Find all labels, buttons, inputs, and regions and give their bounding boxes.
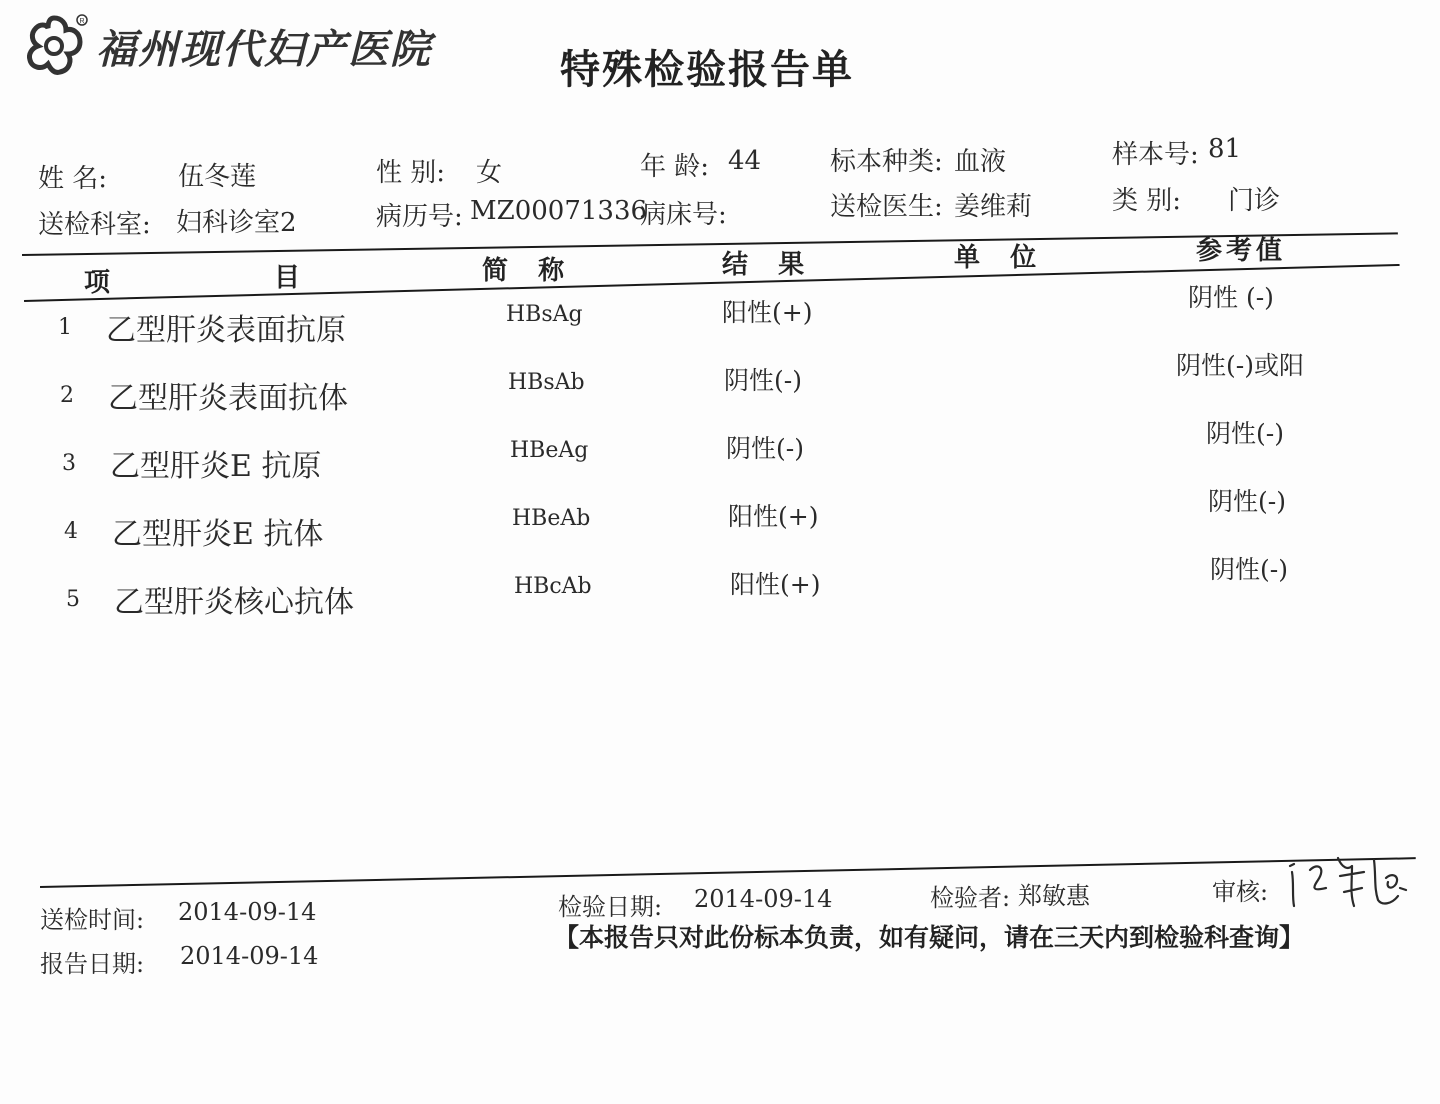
hospital-logo	[20, 12, 432, 80]
patient-gender: 女	[476, 158, 503, 188]
hospital-emblem-icon	[20, 12, 88, 80]
name-label: 姓 名:	[38, 164, 108, 194]
bed-label: 病床号:	[640, 200, 727, 230]
row-1-abbr: HBsAg	[506, 302, 583, 327]
row-1-result: 阳性(+)	[722, 298, 813, 327]
row-2-result: 阴性(-)	[724, 366, 802, 395]
category-label: 类 别:	[1112, 186, 1182, 216]
row-5-result: 阳性(+)	[730, 570, 821, 599]
specimen-type: 血液	[954, 147, 1007, 177]
col-item-header: 项	[84, 268, 115, 298]
test-date: 2014-09-14	[694, 885, 833, 913]
category: 门诊	[1228, 186, 1281, 216]
dept: 妇科诊室2	[176, 208, 297, 238]
row-2-name: 乙型肝炎表面抗体	[108, 381, 348, 416]
svg-text:R: R	[79, 18, 85, 25]
gender-label: 性 别:	[376, 158, 446, 188]
report-title: 特殊检验报告单	[560, 46, 854, 93]
record-label: 病历号:	[376, 202, 463, 232]
reviewer-label: 审核:	[1212, 878, 1269, 906]
test-date-label: 检验日期:	[558, 893, 663, 921]
row-5-no: 5	[66, 587, 80, 612]
row-2-abbr: HBsAb	[508, 370, 585, 395]
sample-no: 81	[1208, 134, 1242, 164]
row-2-reference: 阴性(-)或阳	[1176, 351, 1304, 380]
row-1-no: 1	[58, 315, 72, 340]
row-5-abbr: HBcAb	[514, 574, 592, 599]
col-reference-header: 参考值	[1196, 236, 1287, 266]
row-4-abbr: HBeAb	[512, 506, 591, 531]
doctor: 姜维莉	[954, 192, 1033, 222]
row-4-no: 4	[64, 519, 78, 544]
row-5-name: 乙型肝炎核心抗体	[114, 585, 354, 620]
col-abbr-header: 简 称	[482, 256, 569, 286]
doctor-label: 送检医生:	[830, 192, 943, 222]
hospital-name: 福州现代妇产医院	[96, 25, 432, 73]
row-3-abbr: HBeAg	[510, 438, 589, 463]
sample-no-label: 样本号:	[1112, 140, 1199, 170]
row-1-reference: 阴性 (-)	[1188, 283, 1274, 312]
record-no: MZ00071336	[470, 196, 648, 226]
row-2-no: 2	[60, 383, 74, 408]
col-unit-header: 单 位	[954, 243, 1041, 273]
submit-time: 2014-09-14	[178, 898, 317, 926]
submit-time-label: 送检时间:	[40, 906, 145, 934]
col-item-header-2: 目	[274, 263, 305, 293]
dept-label: 送检科室:	[38, 210, 151, 240]
report-date: 2014-09-14	[180, 942, 319, 970]
row-4-result: 阳性(+)	[728, 502, 819, 531]
patient-name: 伍冬莲	[178, 162, 257, 192]
report-date-label: 报告日期:	[40, 950, 145, 978]
age-label: 年 龄:	[640, 152, 710, 182]
row-3-no: 3	[62, 451, 76, 476]
reviewer-signature	[1282, 848, 1412, 928]
disclaimer-notice: 【本报告只对此份标本负责，如有疑问，请在三天内到检验科查询】	[554, 923, 1305, 952]
row-3-result: 阴性(-)	[726, 434, 804, 463]
patient-age: 44	[728, 146, 762, 176]
row-3-name: 乙型肝炎E 抗原	[110, 449, 322, 484]
row-1-name: 乙型肝炎表面抗原	[106, 313, 346, 348]
row-4-reference: 阴性(-)	[1208, 487, 1286, 516]
row-4-name: 乙型肝炎E 抗体	[112, 517, 324, 552]
specimen-label: 标本种类:	[830, 147, 943, 177]
row-3-reference: 阴性(-)	[1206, 419, 1284, 448]
footer-rule	[40, 857, 1416, 888]
tester-label: 检验者:	[930, 884, 1011, 912]
tester: 郑敏惠	[1018, 882, 1090, 910]
col-result-header: 结 果	[722, 250, 809, 280]
row-5-reference: 阴性(-)	[1210, 555, 1288, 584]
